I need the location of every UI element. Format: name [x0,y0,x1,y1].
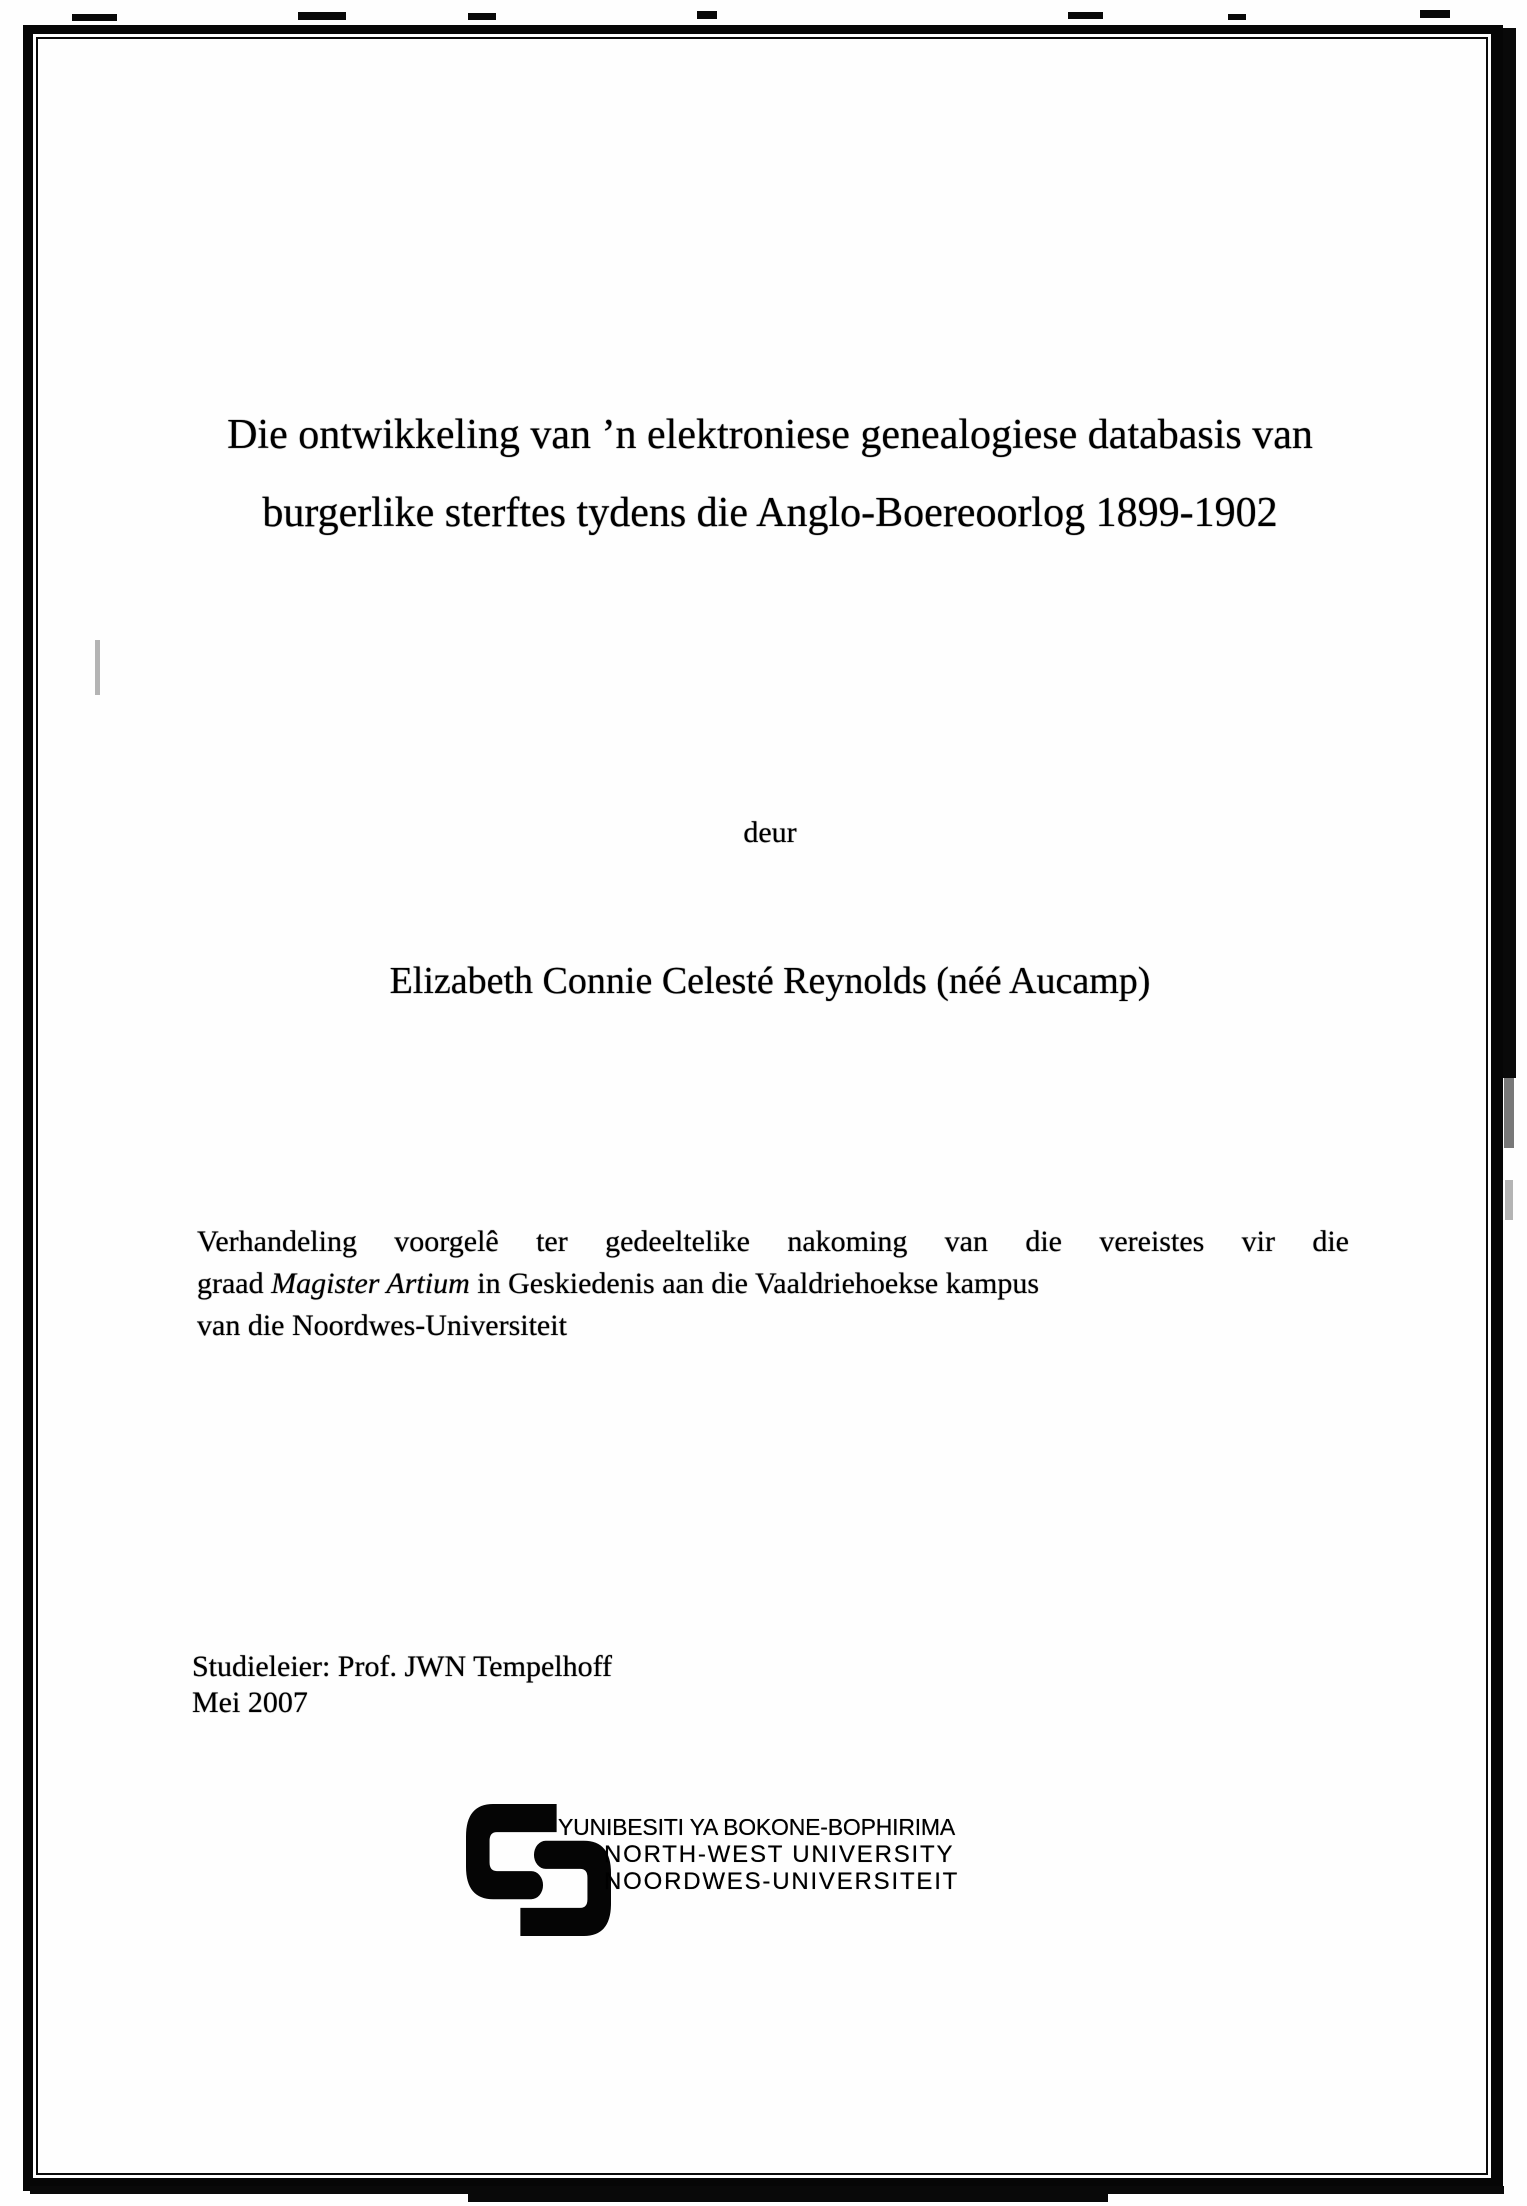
scan-artifact [468,13,496,20]
logo-text-afrikaans: NOORDWES-UNIVERSITEIT [604,1868,960,1895]
thesis-statement-line2 [197,1263,1349,1305]
scan-artifact [468,2193,1108,2202]
university-logo-wordmark [558,1814,959,1895]
scan-artifact [95,640,100,695]
scan-artifact [1504,1078,1514,1148]
thesis-statement [197,1221,1349,1347]
degree-name: Magister Artium [271,1267,470,1300]
scan-artifact [1505,1180,1513,1220]
author-name: Elizabeth Connie Celesté Reynolds (néé Aucamp) [389,960,1151,1002]
thesis-title-line1: Die ontwikkeling van ’n elektroniese genealogiese databasis van [227,412,1313,458]
supervisor-line: Studieleier: Prof. JWN Tempelhoff [192,1650,613,1683]
supervisor-block [192,1649,612,1721]
thesis-statement-line1: Verhandeling voorgelê ter gedeeltelike nakoming van die vereistes vir die [197,1225,1349,1258]
thesis-title-line2: burgerlike sterftes tydens die Anglo-Boereoorlog 1899-1902 [262,490,1278,536]
thesis-statement-line2-post: in Geskiedenis aan die Vaaldriehoekse kampus [469,1267,1040,1300]
thesis-statement-line3: van die Noordwes-Universiteit [197,1309,567,1342]
scan-artifact [1228,14,1246,20]
scan-artifact [1068,12,1103,19]
byline-preposition: deur [743,816,797,849]
logo-text-setswana: YUNIBESITI YA BOKONE-BOPHIRIMA [558,1814,956,1840]
scan-artifact [72,14,117,21]
thesis-statement-line2-pre: graad [197,1267,272,1300]
date-line: Mei 2007 [192,1686,308,1719]
scan-artifact [1420,10,1450,18]
logo-text-english: NORTH-WEST UNIVERSITY [604,1841,955,1868]
thesis-title [190,396,1350,552]
scan-artifact [697,11,717,19]
scan-artifact [298,12,346,20]
scan-artifact [1503,28,1516,1078]
